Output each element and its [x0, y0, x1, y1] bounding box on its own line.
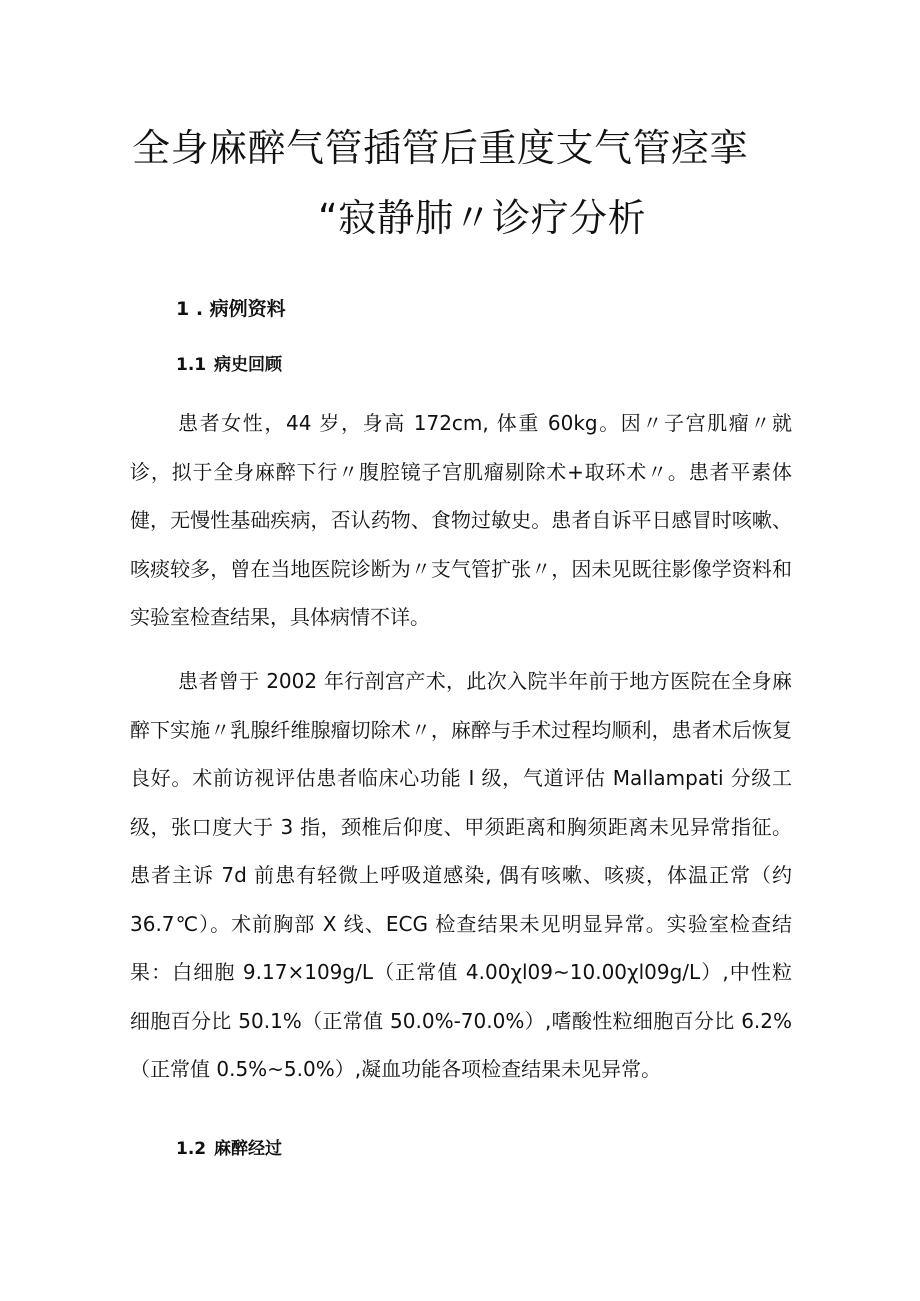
section-heading-case-data: 1 . 病例资料: [176, 298, 286, 320]
subsection-title: 病史回顾: [214, 355, 282, 375]
subsection-heading-anesthesia: [176, 1137, 282, 1161]
subsection-heading-history: [176, 353, 282, 377]
document-title-line-1: 全身麻醉气管插管后重度支气管痉挛: [132, 126, 749, 170]
subsection-title: 麻醉经过: [214, 1139, 282, 1159]
paragraph-patient-info: 患者女性，44 岁，身高 172cm, 体重 60kg。因〃子宫肌瘤〃就诊，拟于全身麻醉下行〃腹腔镜子宫肌瘤剔除术+取环术〃。患者平素体健，无慢性基础疾病，否认药物、食物过敏史。患者自诉平日感冒时咳嗽、咳痰较多，曾在当地医院诊断为〃支气管扩张〃，因未见既往影像学资料和实验室检查结果，具体病情不详。: [130, 411, 792, 629]
subsection-number: 1.2: [176, 1139, 207, 1159]
paragraph-medical-history: 患者曾于 2002 年行剖宫产术，此次入院半年前于地方医院在全身麻醉下实施〃乳腺纤维腺瘤切除术〃，麻醉与手术过程均顺利，患者术后恢复良好。术前访视评估患者临床心功能 I 级，气道评估 Mallampati 分级工级，张口度大于 3 指，颈椎后仰度、甲须距离和胸须距离未见异常指征。患者主诉 7d 前患有轻微上呼吸道感染, 偶有咳嗽、咳痰，体温正常（约 36.7℃）。术前胸部 X 线、ECG 检查结果未见明显异常。实验室检查结果：白细胞 9.17×109g/L（正常值 4.00χl09~10.00χl09g/L）,中性粒细胞百分比 50.1%（正常值 50.0%-70.0%）,嗜酸性粒细胞百分比 6.2%（正常值 0.5%~5.0%）,凝血功能各项检查结果未见异常。: [130, 669, 792, 1081]
document-title-line-2: “寂静肺〃诊疗分析: [318, 196, 647, 240]
subsection-number: 1.1: [176, 355, 207, 375]
